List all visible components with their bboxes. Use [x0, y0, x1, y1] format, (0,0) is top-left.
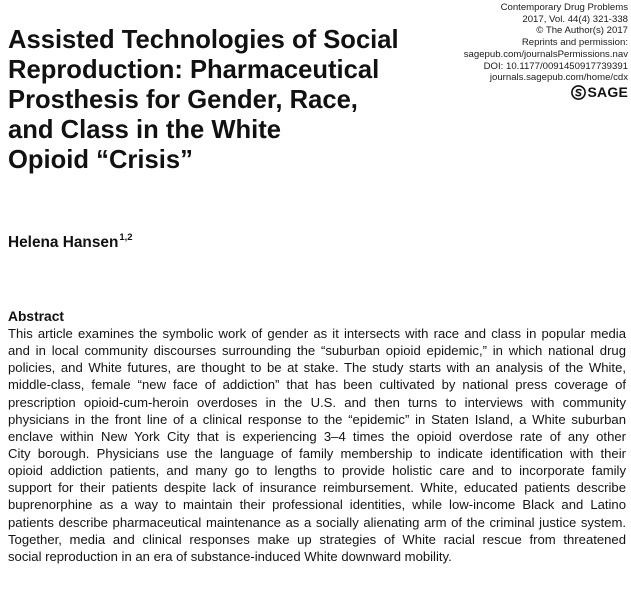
author-name: Helena Hansen	[8, 234, 119, 251]
author-line	[8, 234, 133, 252]
author-affiliation-marks[interactable]: 1,2	[119, 232, 133, 243]
article-title	[8, 25, 428, 175]
abstract-line: enclave within New York City that is experiencing 3–4 times the opioid overdose rate of any other	[8, 428, 626, 444]
abstract-line: prescription opioid-cum-heroin overdoses in the U.S. and then turns to interviews with community	[8, 394, 626, 410]
abstract-body	[8, 325, 626, 565]
sage-publisher-logo	[571, 85, 628, 100]
abstract-line: This article examines the symbolic work of gender as it intersects with race and class in popular media	[8, 326, 626, 341]
abstract-line: middle-class, female “new face of addiction” that has been cultivated by national press coverage of	[8, 377, 626, 393]
sage-logo-icon	[571, 85, 586, 100]
journal-metadata	[438, 2, 628, 104]
title-line: Assisted Technologies of Social	[8, 26, 399, 54]
abstract-line: buprenorphine as a way to maintain their professional identities, while low-income Black and Latino	[8, 497, 626, 513]
abstract-line: City borough. Physicians use the language of family membership to indicate identification with their	[8, 445, 626, 461]
abstract-line: patients describe pharmaceutical maintenance as a socially alienating arm of the criminal justice system.	[8, 514, 626, 530]
title-line: Prosthesis for Gender, Race,	[8, 86, 358, 114]
sage-logo-text: SAGE	[587, 83, 628, 100]
abstract-line: Together, media and clinical responses make up strategies of White racial rescue from threatened	[8, 531, 626, 547]
abstract-heading: Abstract	[8, 309, 64, 324]
copyright-notice: © The Author(s) 2017	[536, 25, 628, 37]
abstract-line: opioid addiction patients, and many go to lengths to provide holistic care and to incorporate family	[8, 463, 626, 479]
title-line: Opioid “Crisis”	[8, 146, 193, 174]
journal-name: Contemporary Drug Problems	[500, 2, 628, 13]
reprints-label: Reprints and permission:	[521, 37, 628, 49]
title-line: and Class in the White	[8, 116, 282, 144]
reprints-link[interactable]: sagepub.com/journalsPermissions.nav	[463, 48, 628, 60]
abstract-line: social reproduction in an era of substance-induced White downward mobility.	[8, 548, 452, 564]
journal-citation: 2017, Vol. 44(4) 321-338	[522, 13, 628, 25]
abstract-line: and in local community discourses surrounding the “suburban opioid epidemic,” in which national drug	[8, 343, 626, 359]
abstract-line: policies, and White futures, are thought to be at stake. The study starts with an analysis of the White,	[8, 360, 626, 376]
title-line: Reproduction: Pharmaceutical	[8, 56, 380, 84]
abstract-line: physicians in the front line of a clinical response to the “epidemic” in Staten Island, a White suburban	[8, 411, 626, 427]
abstract-line: support for their patients despite lack of insurance reimbursement. White, educated patients describe	[8, 480, 626, 496]
journal-home-link[interactable]: journals.sagepub.com/home/cdx	[489, 72, 628, 84]
doi-link[interactable]: DOI: 10.1177/0091450917739391	[483, 60, 628, 72]
